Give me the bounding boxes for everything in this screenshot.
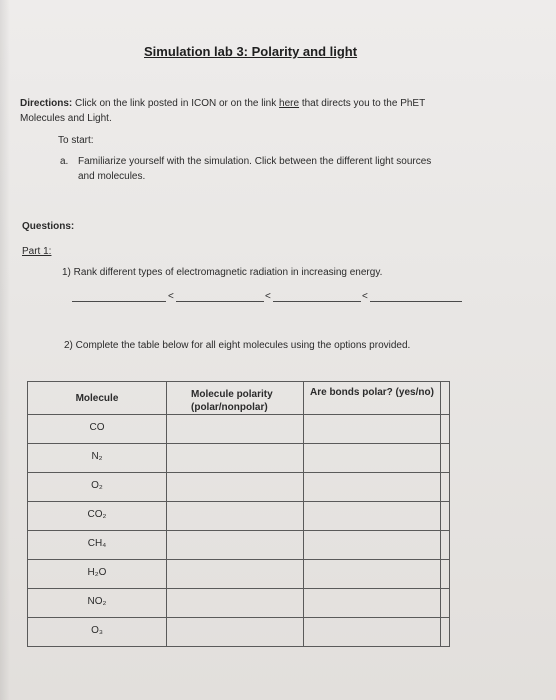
molecule-cell: NO₂	[28, 589, 167, 618]
bonds-answer-cell[interactable]	[304, 618, 441, 647]
table-row	[28, 560, 450, 589]
header-bonds-polar: Are bonds polar? (yes/no)	[304, 382, 441, 415]
item-a-line-2: and molecules.	[78, 171, 146, 182]
extra-cell	[441, 560, 450, 589]
instruction-item-a	[60, 154, 431, 184]
bonds-answer-cell[interactable]	[304, 473, 441, 502]
answer-blank[interactable]	[176, 301, 264, 302]
less-than-sign: <	[362, 291, 368, 302]
extra-cell	[441, 415, 450, 444]
polarity-answer-cell[interactable]	[167, 531, 304, 560]
directions-line-1	[20, 96, 425, 111]
questions-heading: Questions:	[22, 221, 75, 232]
bonds-answer-cell[interactable]	[304, 589, 441, 618]
extra-cell	[441, 473, 450, 502]
extra-cell	[441, 531, 450, 560]
directions-label: Directions:	[20, 98, 73, 109]
table-row	[28, 444, 450, 473]
polarity-answer-cell[interactable]	[167, 473, 304, 502]
bonds-answer-cell[interactable]	[304, 531, 441, 560]
header-extra	[441, 382, 450, 415]
molecule-cell: CH₄	[28, 531, 167, 560]
directions	[20, 96, 425, 126]
polarity-answer-cell[interactable]	[167, 618, 304, 647]
molecule-cell: H₂O	[28, 560, 167, 589]
bonds-answer-cell[interactable]	[304, 444, 441, 473]
directions-text-post: that directs you to the PhET	[301, 98, 426, 109]
polarity-answer-cell[interactable]	[167, 560, 304, 589]
question-1: 1) Rank different types of electromagnetic radiation in increasing energy.	[62, 267, 383, 278]
header-molecule: Molecule	[28, 382, 167, 415]
ranking-blanks	[72, 291, 462, 305]
question-2: 2) Complete the table below for all eight molecules using the options provided.	[64, 340, 411, 351]
polarity-answer-cell[interactable]	[167, 589, 304, 618]
to-start-label: To start:	[58, 135, 94, 146]
table-row	[28, 502, 450, 531]
directions-text: Click on the link posted in ICON or on the link	[75, 98, 277, 109]
extra-cell	[441, 618, 450, 647]
extra-cell	[441, 502, 450, 531]
molecule-cell: CO	[28, 415, 167, 444]
molecule-cell: N₂	[28, 444, 167, 473]
part-1-heading: Part 1:	[22, 246, 52, 257]
table-header-row	[28, 382, 450, 415]
header-polarity: Molecule polarity (polar/nonpolar)	[167, 382, 304, 415]
table-row	[28, 618, 450, 647]
answer-blank[interactable]	[72, 301, 166, 302]
table-row	[28, 589, 450, 618]
molecule-cell: O₂	[28, 473, 167, 502]
bonds-answer-cell[interactable]	[304, 415, 441, 444]
polarity-answer-cell[interactable]	[167, 415, 304, 444]
answer-blank[interactable]	[273, 301, 361, 302]
polarity-answer-cell[interactable]	[167, 444, 304, 473]
page-shadow	[0, 0, 10, 700]
less-than-sign: <	[168, 291, 174, 302]
polarity-answer-cell[interactable]	[167, 502, 304, 531]
extra-cell	[441, 444, 450, 473]
directions-line-2: Molecules and Light.	[20, 113, 112, 124]
page-title: Simulation lab 3: Polarity and light	[144, 44, 358, 59]
molecule-cell: CO₂	[28, 502, 167, 531]
bonds-answer-cell[interactable]	[304, 560, 441, 589]
molecule-table	[27, 381, 450, 647]
answer-blank[interactable]	[370, 301, 462, 302]
table-row	[28, 473, 450, 502]
item-a-line-1: Familiarize yourself with the simulation. Click between the different light sources	[78, 156, 432, 167]
phet-link[interactable]: here	[279, 98, 300, 109]
extra-cell	[441, 589, 450, 618]
less-than-sign: <	[265, 291, 271, 302]
bonds-answer-cell[interactable]	[304, 502, 441, 531]
item-a-label: a.	[60, 156, 69, 167]
table-row	[28, 531, 450, 560]
molecule-cell: O₃	[28, 618, 167, 647]
table-row	[28, 415, 450, 444]
